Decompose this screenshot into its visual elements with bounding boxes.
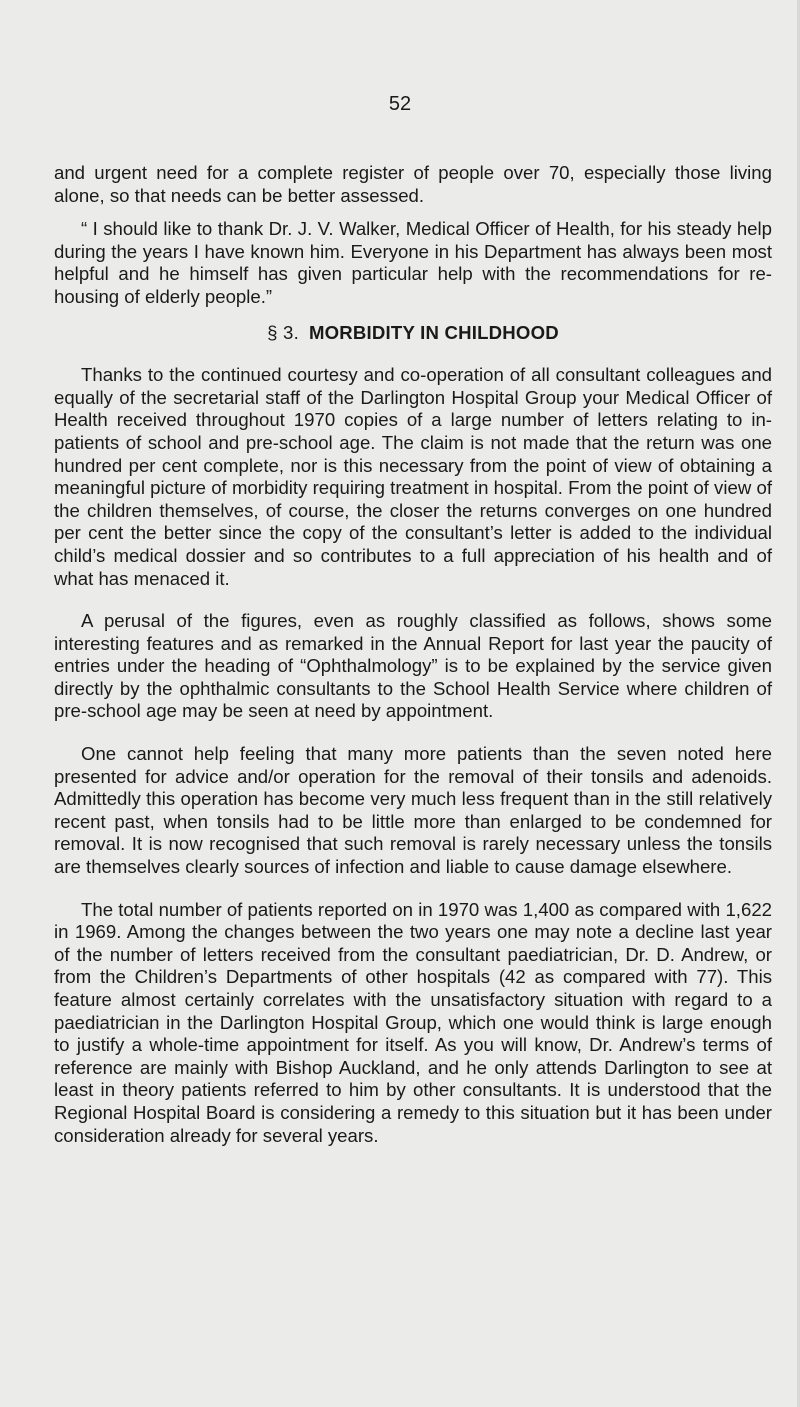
paragraph-perusal: A perusal of the figures, even as roughly classified as follows, shows some interesting features and as remarked in the Annual Report for last year the paucity of entries under the heading of “Ophthalmology” is to be explained by the service given directly by the ophthalmic consultants to the School Health Service where children of pre-school age may be seen at need by appointment. bbox=[54, 610, 772, 722]
section-number: § 3. bbox=[267, 321, 299, 343]
paragraph-quotation: “ I should like to thank Dr. J. V. Walker, Medical Officer of Health, for his steady help during the years I have known him. Everyone in his Department has always been most helpful and he himself has given particular help with the recommendations for re-housing of elderly people.” bbox=[54, 218, 772, 307]
body-text bbox=[54, 162, 772, 1147]
paragraph-thanks: Thanks to the continued courtesy and co-operation of all consultant colleagues and equally of the secretarial staff of the Darlington Hospital Group your Medical Officer of Health received throughout 1970 copies of a large number of letters relating to in-patients of school and pre-school age. The claim is not made that the return was one hundred per cent complete, nor is this necessary from the point of view of obtaining a meaningful picture of morbidity requiring treatment in hospital. From the point of view of the children themselves, of course, the closer the returns converges on one hundred per cent the better since the copy of the consultant’s letter is added to the individual child’s medical dossier and so contributes to a full appreciation of his health and of what has menaced it. bbox=[54, 364, 772, 589]
paragraph-continued: and urgent need for a complete register of people over 70, especially those living alone, so that needs can be better assessed. bbox=[54, 162, 772, 206]
paragraph-totals: The total number of patients reported on in 1970 was 1,400 as compared with 1,622 in 1969. Among the changes between the two years one may note a decline last year of the number of letters received from the consultant paediatrician, Dr. D. Andrew, or from the Children’s Departments of other hospitals (42 as compared with 77). This feature almost certainly correlates with the unsatisfactory situation with regard to a paediatrician in the Darlington Hospital Group, which one would think is large enough to justify a whole-time appointment for itself. As you will know, Dr. Andrew’s terms of reference are mainly with Bishop Auckland, and he only attends Darlington to see at least in theory patients referred to him by other consultants. It is understood that the Regional Hospital Board is considering a remedy to this situation but it has been under consideration already for several years. bbox=[54, 898, 772, 1146]
section-title: MORBIDITY IN CHILDHOOD bbox=[308, 321, 559, 343]
section-heading bbox=[54, 322, 772, 345]
paragraph-tonsils: One cannot help feeling that many more patients than the seven noted here presented for advice and/or operation for the removal of their tonsils and adenoids. Admittedly this operation has become very much less frequent than in the still relatively recent past, when tonsils had to be little more than enlarged to be condemned for removal. It is now recognised that such removal is rarely necessary unless the tonsils are themselves clearly sources of infection and liable to cause damage elsewhere. bbox=[54, 743, 772, 878]
page-number: 52 bbox=[388, 93, 412, 115]
